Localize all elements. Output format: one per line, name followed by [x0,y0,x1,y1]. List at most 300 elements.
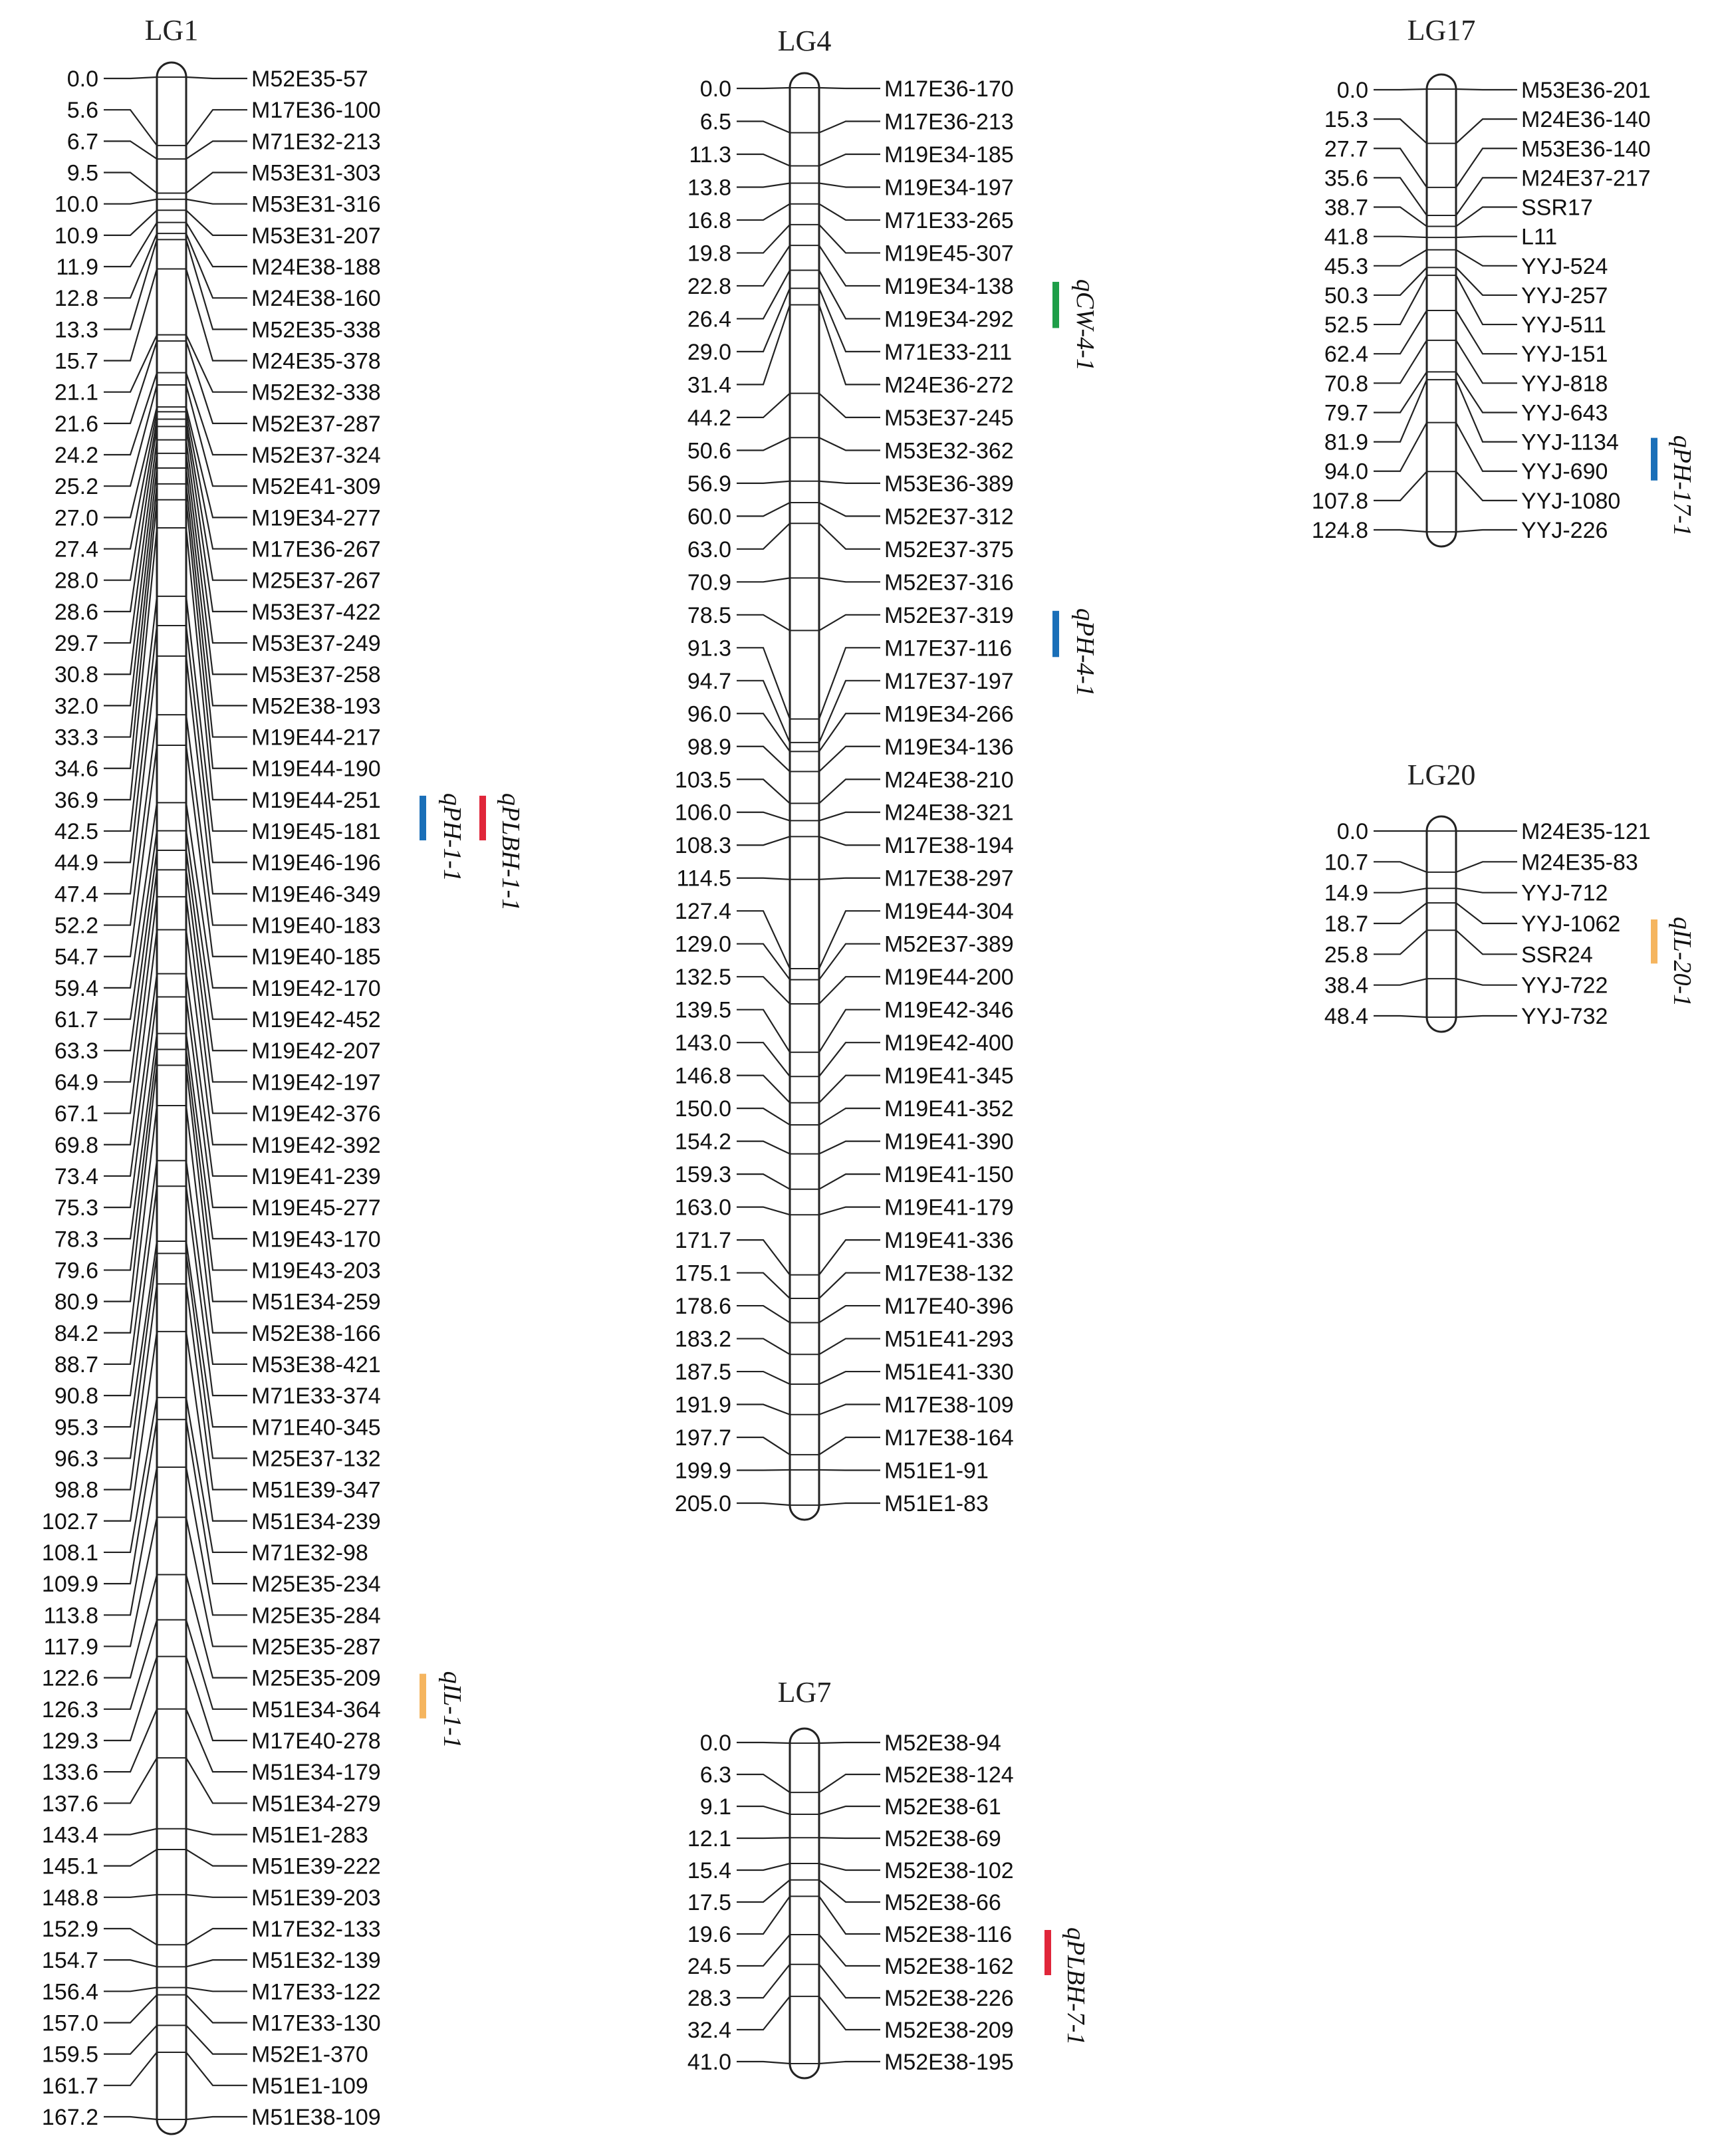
position-label: 38.7 [1324,195,1368,221]
marker-leader [819,289,880,352]
position-label: 19.8 [687,241,731,267]
marker-label: M25E35-234 [251,1572,381,1598]
position-leader [737,523,790,549]
marker-leader [186,929,247,1144]
marker-leader [186,1657,247,1740]
position-label: 137.6 [41,1791,98,1817]
marker-label: M51E1-83 [884,1491,989,1516]
marker-leader [819,878,880,880]
position-label: 31.4 [687,372,731,398]
position-label: 28.0 [54,568,98,594]
marker-leader [819,225,880,253]
position-label: 139.5 [674,997,731,1023]
marker-label: M52E38-226 [884,1986,1014,2011]
position-label: 59.4 [54,975,98,1001]
marker-label: M52E38-66 [884,1890,1001,1915]
marker-leader [1456,340,1517,384]
position-label: 6.7 [66,129,98,155]
marker-label: M71E32-98 [251,1540,368,1566]
marker-label: M51E1-109 [251,2073,368,2099]
position-leader [737,812,790,821]
marker-leader [819,183,880,187]
position-label: 88.7 [54,1352,98,1377]
position-leader [104,1397,157,1552]
position-label: 197.7 [674,1425,731,1451]
position-leader [104,110,157,146]
position-label: 27.7 [1324,136,1368,162]
position-leader [104,1758,157,1803]
position-leader [104,1829,157,1835]
linkage-group-title: LG4 [777,25,832,57]
marker-leader [819,1273,880,1298]
position-label: 45.3 [1324,253,1368,279]
marker-label: M52E38-69 [884,1826,1001,1852]
marker-label: M52E38-162 [884,1954,1014,1979]
position-label: 24.5 [687,1954,731,1979]
marker-label: M19E44-251 [251,787,381,813]
marker-leader [1456,250,1517,266]
marker-label: M19E40-183 [251,913,381,939]
position-label: 63.3 [54,1038,98,1064]
marker-leader [186,233,247,298]
position-leader [1374,423,1427,471]
marker-leader [819,836,880,845]
position-label: 22.8 [687,273,731,299]
marker-label: M17E33-130 [251,2010,381,2036]
position-label: 146.8 [674,1063,731,1089]
marker-label: M19E42-400 [884,1030,1014,1056]
marker-leader [1456,89,1517,90]
marker-leader [819,812,880,821]
position-label: 9.1 [699,1794,731,1820]
marker-label: M17E38-164 [884,1425,1014,1451]
marker-label: M19E42-207 [251,1038,381,1064]
marker-label: YYJ-722 [1521,973,1608,999]
marker-leader [819,681,880,743]
marker-leader [819,1141,880,1154]
marker-leader [819,1965,880,1998]
position-leader [737,878,790,880]
marker-leader [819,1503,880,1505]
marker-label: M19E44-217 [251,725,381,751]
marker-leader [819,1806,880,1814]
position-label: 26.4 [687,306,731,332]
marker-label: M19E34-185 [884,142,1014,168]
marker-label: M51E34-179 [251,1760,381,1786]
qtl-bar [1651,438,1657,481]
marker-leader [819,245,880,286]
position-label: 159.3 [674,1162,731,1188]
position-label: 96.3 [54,1446,98,1472]
position-label: 6.5 [699,109,731,135]
position-label: 30.8 [54,662,98,688]
position-leader [104,1575,157,1678]
position-label: 11.3 [689,142,731,168]
position-leader [104,141,157,159]
position-leader [737,615,790,631]
position-leader [104,1895,157,1897]
position-label: 13.8 [687,175,731,201]
marker-label: M19E43-170 [251,1227,381,1253]
position-label: 18.7 [1324,911,1368,937]
marker-label: M25E37-132 [251,1446,381,1472]
position-label: 52.5 [1324,312,1368,338]
qtl-label: qPLBH-1-1 [497,792,525,911]
marker-label: M52E38-209 [884,2018,1014,2043]
position-label: 9.5 [66,160,98,186]
position-label: 78.3 [54,1227,98,1253]
position-label: 21.1 [54,380,98,406]
marker-leader [819,578,880,582]
position-leader [104,2052,157,2086]
position-label: 41.8 [1324,224,1368,250]
marker-leader [819,1405,880,1415]
position-label: 24.2 [54,443,98,469]
marker-leader [186,484,247,737]
marker-leader [1456,471,1517,501]
marker-leader [1456,178,1517,215]
position-label: 28.6 [54,599,98,625]
position-leader [737,1437,790,1455]
position-label: 127.4 [674,899,731,925]
marker-label: M53E36-140 [1521,136,1651,162]
qtl-label: qPH-4-1 [1071,608,1099,697]
marker-leader [186,335,247,392]
marker-label: M19E42-392 [251,1132,381,1158]
position-label: 143.0 [674,1030,731,1056]
position-leader [1374,862,1427,872]
position-label: 152.9 [41,1916,98,1942]
marker-label: M24E37-217 [1521,166,1651,191]
marker-label: YYJ-690 [1521,459,1608,485]
position-label: 122.6 [41,1665,98,1691]
position-label: 0.0 [699,1731,731,1756]
marker-label: M19E44-304 [884,899,1014,925]
marker-leader [186,1758,247,1803]
position-leader [104,974,157,1176]
position-label: 81.9 [1324,429,1368,455]
position-label: 191.9 [674,1392,731,1418]
marker-label: M52E37-312 [884,504,1014,530]
position-leader [737,481,790,483]
marker-leader [819,2062,880,2064]
position-leader [1374,340,1427,384]
qtl-bar [420,1674,426,1719]
marker-label: M51E34-279 [251,1791,381,1817]
linkage-group-lg17 [1312,14,1696,546]
position-leader [737,1935,790,1966]
marker-label: M52E41-309 [251,474,381,500]
position-leader [1374,178,1427,215]
qtl-bar [1052,282,1059,328]
marker-leader [819,1437,880,1455]
marker-label: M52E37-324 [251,443,381,469]
position-leader [737,1742,790,1743]
marker-label: M51E34-239 [251,1508,381,1534]
marker-leader [186,141,247,159]
marker-label: M51E38-109 [251,2105,381,2130]
marker-label: M53E36-389 [884,471,1014,497]
position-leader [737,204,790,220]
position-label: 143.4 [41,1822,98,1848]
position-label: 124.8 [1311,518,1368,543]
marker-label: M19E42-376 [251,1101,381,1127]
position-leader [104,1960,157,1967]
position-leader [1374,930,1427,954]
marker-label: M19E40-185 [251,944,381,970]
marker-label: M19E41-150 [884,1162,1014,1188]
marker-label: M52E37-316 [884,570,1014,596]
marker-label: YYJ-1134 [1521,429,1619,455]
marker-leader [1456,380,1517,442]
marker-label: M19E34-266 [884,701,1014,727]
position-label: 79.7 [1324,400,1368,426]
position-label: 126.3 [41,1697,98,1723]
marker-label: M24E38-321 [884,800,1014,826]
marker-label: M71E32-213 [251,129,381,155]
position-leader [737,183,790,187]
position-leader [737,977,790,1004]
marker-label: M19E34-138 [884,273,1014,299]
marker-leader [1456,862,1517,872]
marker-leader [819,1470,880,1471]
marker-label: M24E38-210 [884,767,1014,793]
position-label: 79.6 [54,1258,98,1284]
position-label: 60.0 [687,504,731,530]
position-leader [737,1470,790,1471]
marker-leader [819,1076,880,1103]
position-leader [1374,250,1427,266]
position-label: 69.8 [54,1132,98,1158]
position-label: 113.8 [43,1603,98,1629]
marker-label: M52E37-319 [884,602,1014,628]
qtl-bar [1044,1930,1051,1975]
qtl-label: qPH-17-1 [1668,435,1696,537]
marker-label: M17E37-197 [884,668,1014,694]
marker-label: M19E42-452 [251,1007,381,1033]
marker-label: YYJ-1062 [1521,911,1621,937]
position-leader [737,305,790,385]
marker-label: M51E34-364 [251,1697,381,1723]
marker-leader [1456,930,1517,954]
marker-leader [819,437,880,450]
position-leader [104,269,157,360]
marker-label: M19E34-136 [884,734,1014,760]
marker-leader [1456,148,1517,187]
marker-leader [186,77,247,78]
marker-label: M53E37-245 [884,405,1014,431]
position-leader [104,850,157,1050]
marker-leader [1456,979,1517,985]
marker-label: YYJ-818 [1521,371,1608,397]
position-label: 50.6 [687,438,731,464]
position-label: 62.4 [1324,342,1368,368]
marker-label: M52E35-338 [251,317,381,343]
position-leader [1374,310,1427,354]
marker-label: M19E46-349 [251,882,381,907]
marker-label: YYJ-643 [1521,400,1608,426]
marker-leader [186,239,247,329]
position-label: 29.0 [687,339,731,365]
qtl-bar [420,796,426,840]
marker-leader [186,1895,247,1897]
marker-label: L11 [1521,224,1558,250]
marker-label: M17E36-267 [251,537,381,562]
marker-leader [819,747,880,772]
position-leader [104,2026,157,2054]
position-label: 10.0 [54,191,98,217]
position-leader [1374,888,1427,892]
position-label: 150.0 [674,1096,731,1122]
position-label: 107.8 [1311,488,1368,514]
position-leader [737,394,790,418]
position-label: 27.0 [54,505,98,531]
marker-leader [186,1850,247,1866]
position-label: 154.7 [41,1948,98,1974]
marker-leader [186,1620,247,1709]
marker-label: M24E35-378 [251,348,381,374]
position-label: 70.9 [687,570,731,596]
marker-label: M17E38-194 [884,833,1014,859]
marker-label: M17E38-109 [884,1392,1014,1418]
marker-label: M19E41-239 [251,1163,381,1189]
marker-label: M53E37-422 [251,599,381,625]
qtl-label: qIL-20-1 [1668,917,1696,1007]
qtl-label: qPLBH-7-1 [1062,1927,1090,2046]
qtl-bar [479,796,486,840]
marker-leader [186,199,247,204]
marker-leader [1456,1016,1517,1017]
marker-label: M71E33-211 [884,339,1013,365]
position-label: 44.9 [54,850,98,876]
marker-leader [1456,423,1517,471]
position-label: 109.9 [41,1572,98,1598]
chromosome-bar [790,1729,819,2078]
position-label: 94.7 [687,668,731,694]
marker-label: M19E45-181 [251,819,381,845]
marker-label: M53E37-258 [251,662,381,688]
position-leader [1374,530,1427,532]
position-label: 129.3 [41,1728,98,1754]
marker-label: M19E41-352 [884,1096,1014,1122]
position-leader [737,503,790,516]
marker-label: M17E37-116 [884,636,1013,661]
position-label: 25.8 [1324,942,1368,968]
position-leader [104,199,157,204]
marker-leader [186,1575,247,1678]
linkage-group-title: LG1 [144,14,199,47]
position-leader [737,1996,790,2030]
position-leader [737,1273,790,1298]
position-leader [737,1141,790,1154]
marker-leader [1456,888,1517,892]
position-leader [737,245,790,286]
position-label: 91.3 [687,636,731,661]
position-leader [1374,903,1427,923]
marker-leader [186,1829,247,1835]
marker-label: M25E35-209 [251,1665,381,1691]
marker-leader [819,1935,880,1966]
position-label: 94.0 [1324,459,1368,485]
marker-leader [1456,372,1517,412]
marker-label: M24E36-140 [1521,107,1651,133]
position-leader [737,1774,790,1792]
marker-label: M24E38-188 [251,255,381,281]
marker-leader [1456,530,1517,532]
position-leader [104,1988,157,1992]
marker-leader [819,1108,880,1125]
marker-label: M51E41-293 [884,1326,1014,1352]
marker-leader [819,1372,880,1384]
marker-leader [819,394,880,418]
marker-label: M24E35-83 [1521,850,1638,876]
position-leader [737,437,790,450]
position-label: 27.4 [54,537,98,562]
marker-leader [186,269,247,360]
position-label: 41.0 [687,2050,731,2075]
position-leader [104,1929,157,1945]
marker-label: M17E36-170 [884,76,1014,102]
marker-leader [186,1995,247,2023]
position-label: 19.6 [687,1922,731,1947]
position-label: 178.6 [674,1294,731,1320]
position-label: 157.0 [41,2010,98,2036]
position-leader [104,1161,157,1364]
marker-label: M52E38-124 [884,1762,1014,1788]
marker-label: M19E43-203 [251,1258,381,1284]
marker-label: M19E34-292 [884,306,1014,332]
position-label: 16.8 [687,207,731,233]
position-label: 12.1 [687,1826,731,1852]
position-label: 103.5 [674,767,731,793]
position-label: 11.9 [56,255,98,281]
marker-label: M53E37-249 [251,631,381,657]
qtl-label: qIL-1-1 [438,1671,466,1748]
position-leader [737,1076,790,1103]
marker-label: M19E44-200 [884,965,1014,991]
position-leader [1374,89,1427,90]
marker-label: M53E31-207 [251,223,381,249]
marker-label: M52E37-389 [884,931,1014,957]
marker-label: M17E36-100 [251,98,381,124]
position-label: 13.3 [54,317,98,343]
position-leader [737,225,790,253]
position-label: 25.2 [54,474,98,500]
position-leader [737,1806,790,1814]
marker-label: M19E42-197 [251,1070,381,1096]
marker-label: YYJ-732 [1521,1004,1608,1029]
position-label: 15.3 [1324,107,1368,133]
marker-label: M52E38-195 [884,2050,1014,2075]
position-label: 167.2 [41,2105,98,2130]
position-label: 183.2 [674,1326,731,1352]
marker-label: M17E40-278 [251,1728,381,1754]
position-leader [1374,979,1427,985]
position-label: 148.8 [41,1885,98,1911]
position-label: 129.0 [674,931,731,957]
marker-leader [186,210,247,235]
marker-leader [819,1742,880,1743]
position-leader [1374,275,1427,324]
marker-label: M17E32-133 [251,1916,381,1942]
linkage-group-lg1 [42,14,525,2134]
position-label: 52.2 [54,913,98,939]
position-label: 34.6 [54,756,98,782]
marker-leader [819,911,880,969]
marker-label: YYJ-151 [1521,342,1608,368]
marker-leader [186,1517,247,1646]
marker-leader [186,656,247,894]
